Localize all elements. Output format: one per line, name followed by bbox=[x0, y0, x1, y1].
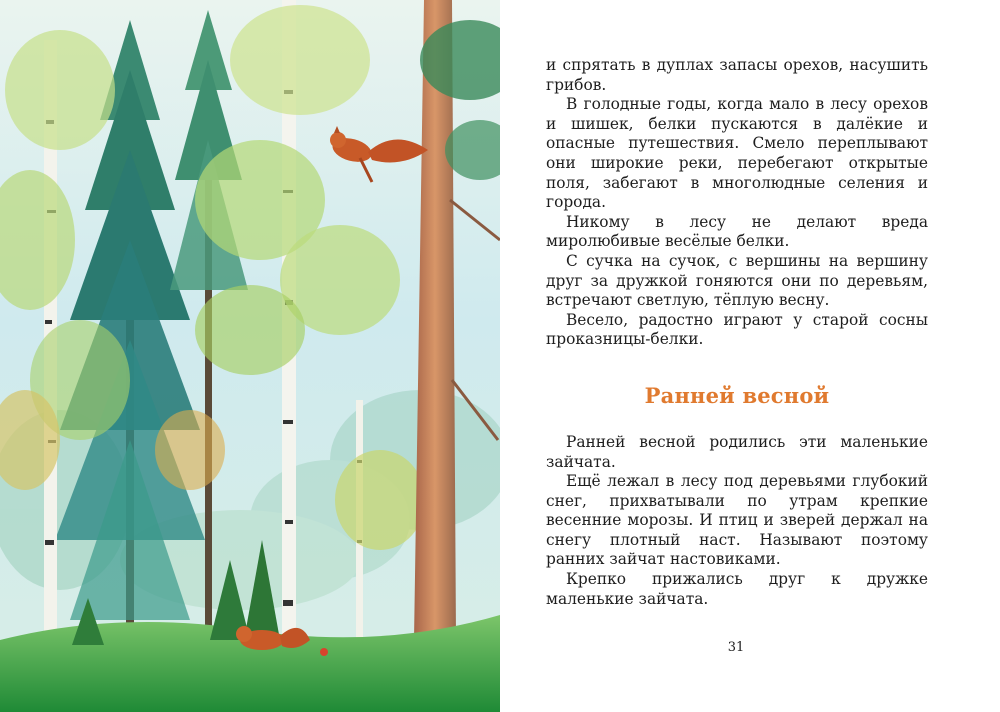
paragraph: и спрятать в дуплах запасы орехов, насушить грибов. bbox=[546, 56, 928, 94]
paragraph: Крепко прижались друг к дружке маленькие зайчата. bbox=[546, 570, 928, 608]
paragraph: С сучка на сучок, с вершины на вершину друг за дружкой гоняются они по деревьям, встречают светлую, тёплую весну. bbox=[546, 251, 928, 310]
paragraph: Никому в лесу не делают вреда миролюбивые весёлые белки. bbox=[546, 212, 928, 251]
chapter-heading: Ранней весной bbox=[644, 382, 830, 408]
paragraph: Ещё лежал в лесу под деревьями глубокий снег, прихватывали по утрам крепкие весенние морозы. И птиц и зверей держал на снегу плотный наст. Называют поэтому ранних зайчат настовиками. bbox=[546, 472, 928, 569]
page-number: 31 bbox=[727, 640, 745, 655]
text-page bbox=[500, 0, 1000, 712]
paragraph: Весело, радостно играют у старой сосны проказницы-белки. bbox=[546, 310, 928, 349]
text-column bbox=[546, 56, 928, 609]
paragraph: Ранней весной родились эти маленькие зайчата. bbox=[546, 432, 928, 471]
paragraph: В голодные годы, когда мало в лесу орехов и шишек, белки пускаются в далёкие и опасные путешествия. Смело переплывают они широкие реки, перебегают открытые поля, забегают в многолюдные селения и города. bbox=[546, 95, 928, 212]
